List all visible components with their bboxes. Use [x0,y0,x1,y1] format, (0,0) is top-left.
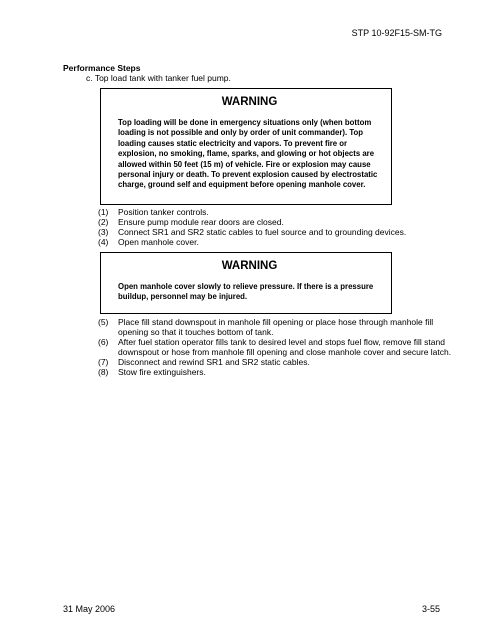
step-number: (7) [98,357,109,367]
step-list-2 [98,317,463,377]
step-item [98,317,463,337]
step-text: Ensure pump module rear doors are closed. [118,217,284,227]
step-text: Place fill stand downspout in manhole fill opening or place hose through manhole fill opening so that it touches bottom of tank. [118,317,434,337]
step-text: Connect SR1 and SR2 static cables to fuel source and to grounding devices. [118,227,407,237]
step-text: Open manhole cover. [118,237,199,247]
warning-title: WARNING [221,96,278,108]
step-item [98,237,463,247]
step-text: Stow fire extinguishers. [118,367,206,377]
step-text: Disconnect and rewind SR1 and SR2 static cables. [118,357,310,367]
step-number: (2) [98,217,109,227]
step-item [98,207,463,217]
step-number: (4) [98,237,109,247]
footer-date: 31 May 2006 [63,604,116,614]
step-text: Position tanker controls. [118,207,209,217]
step-item [98,367,463,377]
step-c: c. Top load tank with tanker fuel pump. [86,73,231,83]
step-list-1 [98,207,463,247]
section-title: Performance Steps [63,63,141,73]
warning-box-manhole [100,252,392,314]
step-item [98,357,463,367]
warning-text: Top loading will be done in emergency situations only (when bottom loading is not possible and only by order of unit commander). Top loading causes static electricity and vapors. To prevent fire or explosion, no smoking, flame, sparks, and glowing or hot objects are allowed within 50 feet (15 m) of vehicle. Fire or explosion may cause personal injury or death. To prevent explosion caused by electrostatic charge, ground self and equipment before opening manhole cover. [118,118,378,190]
warning-box-top-loading [100,88,392,205]
footer-page-number: 3-55 [421,604,440,614]
step-number: (5) [98,317,109,327]
step-number: (3) [98,227,109,237]
step-item [98,337,463,357]
step-item [98,227,463,237]
step-number: (8) [98,367,109,377]
step-item [98,217,463,227]
document-id: STP 10-92F15-SM-TG [351,28,442,38]
step-number: (6) [98,337,109,347]
warning-text: Open manhole cover slowly to relieve pressure. If there is a pressure buildup, personnel may be injured. [118,282,374,302]
step-text: After fuel station operator fills tank to desired level and stops fuel flow, remove fill stand downspout or hose from manhole fill opening and close manhole cover and secure latch. [118,337,452,357]
step-number: (1) [98,207,109,217]
warning-title: WARNING [221,260,278,272]
